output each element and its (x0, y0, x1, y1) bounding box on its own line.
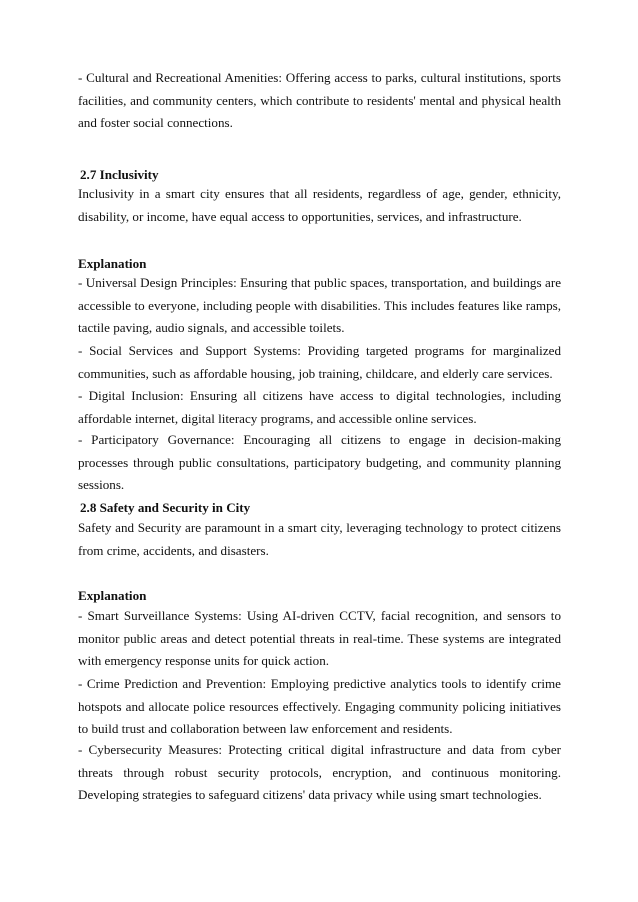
digital-inclusion-paragraph (78, 385, 561, 430)
surveillance-text: - Smart Surveillance Systems: Using AI-driven CCTV, facial recognition, and sensors to monitor public areas and detect potential threats in real-time. These systems are integrated with emergency response units for quick action. (78, 608, 561, 669)
inclusivity-heading: 2.7 Inclusivity (80, 167, 159, 182)
safety-intro-text: Safety and Security are paramount in a smart city, leveraging technology to protect citizens from crime, accidents, and disasters. (78, 520, 561, 558)
safety-heading: 2.8 Safety and Security in City (80, 500, 251, 515)
crime-prediction-paragraph (78, 673, 561, 741)
social-services-paragraph (78, 340, 561, 385)
participatory-governance-text: - Participatory Governance: Encouraging all citizens to engage in decision-making processes through public consultations, participatory budgeting, and community planning sessions. (78, 432, 561, 493)
inclusivity-intro-text: Inclusivity in a smart city ensures that all residents, regardless of age, gender, ethnicity, disability, or income, have equal access to opportunities, services, and infrastructure. (78, 186, 561, 224)
cybersecurity-text: - Cybersecurity Measures: Protecting critical digital infrastructure and data from cyber threats through robust security protocols, encryption, and continuous monitoring. Developing strategies to safeguard citizens' data privacy while using smart technologies. (78, 742, 561, 803)
amenities-text: - Cultural and Recreational Amenities: Offering access to parks, cultural institutions, sports facilities, and community centers, which contribute to residents' mental and physical health and foster social connections. (78, 70, 561, 131)
universal-design-text: - Universal Design Principles: Ensuring that public spaces, transportation, and buildings are accessible to everyone, including people with disabilities. This includes features like ramps, tactile paving, audio signals, and accessible toilets. (78, 275, 561, 336)
amenities-paragraph (78, 67, 561, 135)
surveillance-paragraph (78, 605, 561, 673)
inclusivity-intro-paragraph (78, 183, 561, 228)
digital-inclusion-text: - Digital Inclusion: Ensuring all citizens have access to digital technologies, including affordable internet, digital literacy programs, and accessible online services. (78, 388, 561, 426)
universal-design-paragraph (78, 272, 561, 340)
crime-prediction-text: - Crime Prediction and Prevention: Employing predictive analytics tools to identify crime hotspots and allocate police resources effectively. Engaging community policing initiatives to build trust and collaboration between law enforcement and residents. (78, 676, 561, 737)
safety-intro-paragraph (78, 517, 561, 562)
participatory-governance-paragraph (78, 429, 561, 497)
social-services-text: - Social Services and Support Systems: Providing targeted programs for marginalized communities, such as affordable housing, job training, childcare, and elderly care services. (78, 343, 561, 381)
cybersecurity-paragraph (78, 739, 561, 807)
explanation-heading-1: Explanation (78, 256, 147, 271)
explanation-heading-2: Explanation (78, 588, 147, 603)
